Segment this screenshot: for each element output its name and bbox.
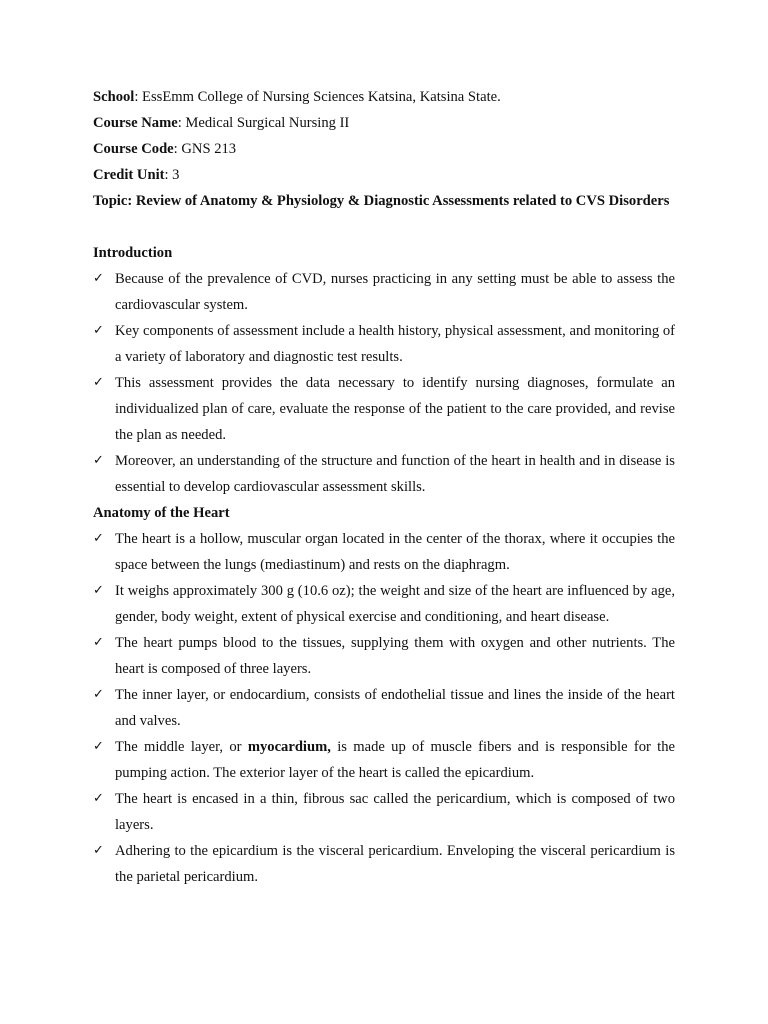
list-item: ✓ The heart is encased in a thin, fibrous sac called the pericardium, which is composed of two layers.	[93, 786, 675, 838]
checkmark-icon: ✓	[93, 375, 104, 390]
checkmark-icon: ✓	[93, 791, 104, 806]
checkmark-icon: ✓	[93, 843, 104, 858]
course-code-value: : GNS 213	[173, 141, 237, 157]
topic-line	[93, 188, 675, 214]
list-item: ✓ Moreover, an understanding of the structure and function of the heart in health and in disease is essential to develop cardiovascular assessment skills.	[93, 448, 675, 500]
myocardium-term: myocardium,	[247, 739, 331, 755]
course-name-line	[93, 110, 675, 136]
course-code-line	[93, 136, 675, 162]
checkmark-icon: ✓	[93, 453, 104, 468]
list-item: ✓ Adhering to the epicardium is the visceral pericardium. Enveloping the visceral pericardium is the parietal pericardium.	[93, 838, 675, 890]
course-name-label: Course Name	[93, 115, 178, 131]
course-code-label: Course Code	[93, 141, 174, 157]
checkmark-icon: ✓	[93, 271, 104, 286]
topic-label: Topic	[93, 193, 128, 209]
checkmark-icon: ✓	[93, 531, 104, 546]
introduction-heading: Introduction	[93, 245, 173, 261]
list-item: ✓ Key components of assessment include a health history, physical assessment, and monitoring of a variety of laboratory and diagnostic test results.	[93, 318, 675, 370]
checkmark-icon: ✓	[93, 635, 104, 650]
list-item: ✓ The inner layer, or endocardium, consists of endothelial tissue and lines the inside of the heart and valves.	[93, 682, 675, 734]
list-item: ✓ The heart pumps blood to the tissues, supplying them with oxygen and other nutrients. The heart is composed of three layers.	[93, 630, 675, 682]
anatomy-list	[93, 526, 675, 890]
credit-unit-value: : 3	[164, 167, 180, 183]
school-label: School	[93, 89, 135, 105]
spacer	[93, 214, 675, 240]
school-line	[93, 84, 675, 110]
credit-unit-label: Credit Unit	[93, 167, 165, 183]
list-item: ✓ This assessment provides the data necessary to identify nursing diagnoses, formulate an individualized plan of care, evaluate the response of the patient to the care provided, and revise the plan as needed.	[93, 370, 675, 448]
course-name-value: : Medical Surgical Nursing II	[177, 115, 350, 131]
checkmark-icon: ✓	[93, 687, 104, 702]
list-item: ✓ The heart is a hollow, muscular organ located in the center of the thorax, where it occupies the space between the lungs (mediastinum) and rests on the diaphragm.	[93, 526, 675, 578]
anatomy-heading: Anatomy of the Heart	[93, 505, 230, 521]
checkmark-icon: ✓	[93, 739, 104, 754]
topic-value: : Review of Anatomy & Physiology & Diagnostic Assessments related to CVS Disorders	[127, 193, 670, 209]
school-value: : EssEmm College of Nursing Sciences Katsina, Katsina State.	[134, 89, 501, 105]
introduction-list	[93, 266, 675, 500]
list-item: ✓ The middle layer, or myocardium, is made up of muscle fibers and is responsible for the pumping action. The exterior layer of the heart is called the epicardium.	[93, 734, 675, 786]
list-item: ✓ Because of the prevalence of CVD, nurses practicing in any setting must be able to assess the cardiovascular system.	[93, 266, 675, 318]
checkmark-icon: ✓	[93, 583, 104, 598]
document-page	[93, 84, 675, 890]
checkmark-icon: ✓	[93, 323, 104, 338]
list-item: ✓ It weighs approximately 300 g (10.6 oz); the weight and size of the heart are influenced by age, gender, body weight, extent of physical exercise and conditioning, and heart disease.	[93, 578, 675, 630]
credit-unit-line	[93, 162, 675, 188]
